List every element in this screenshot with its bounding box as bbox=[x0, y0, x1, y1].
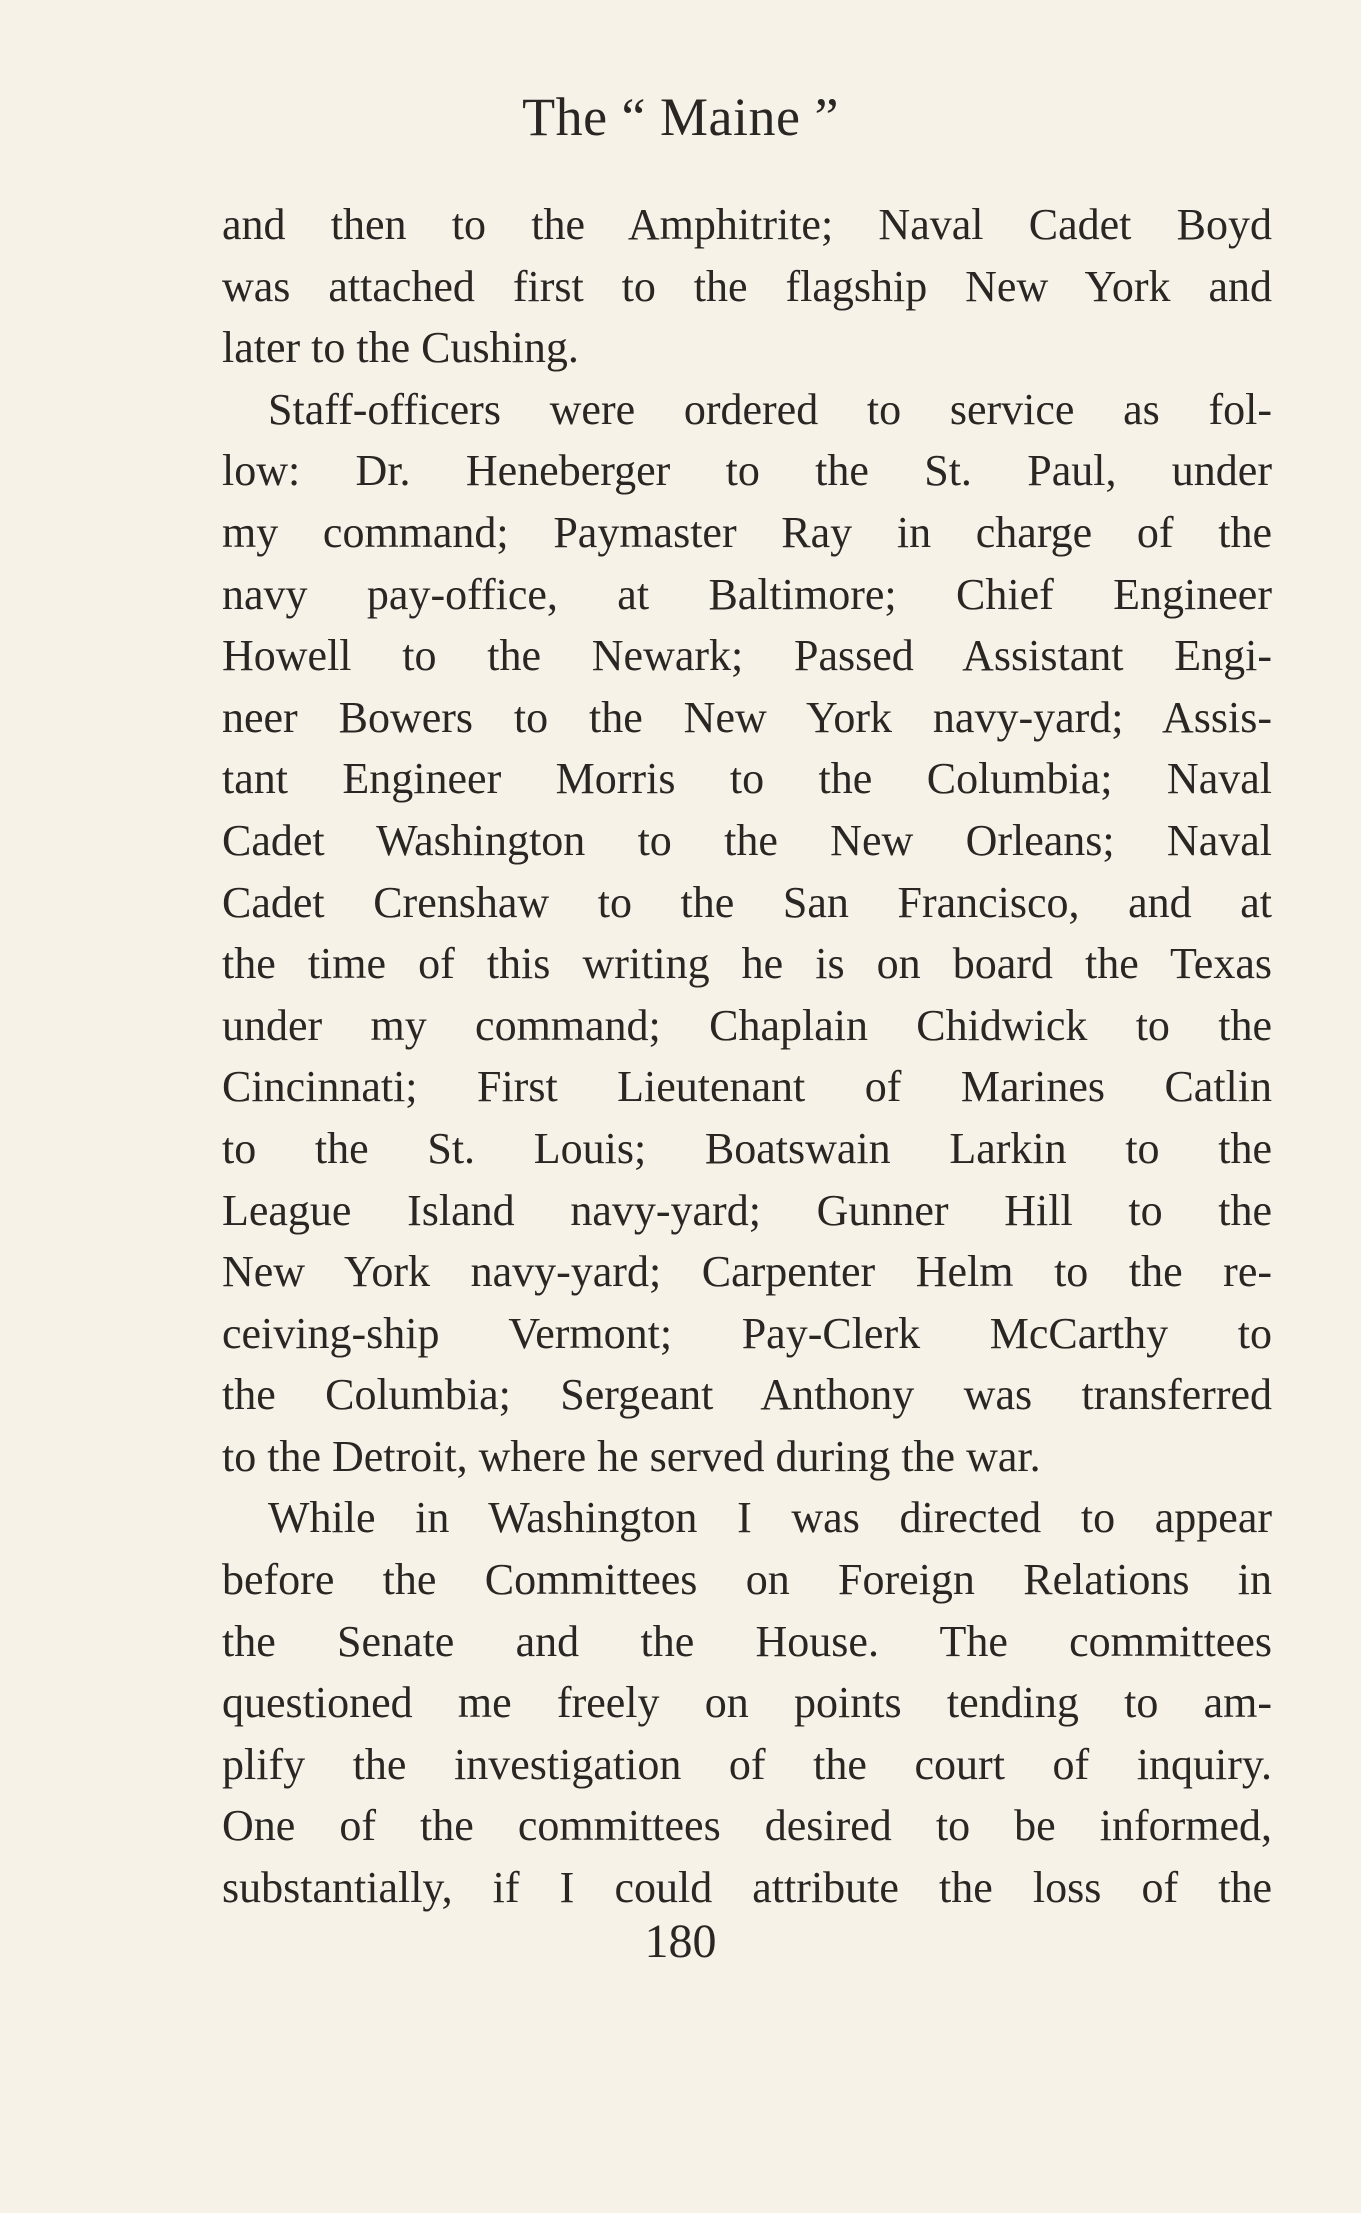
text-line: Cincinnati; First Lieutenant of Marines Catlin bbox=[222, 1062, 1272, 1112]
text-line: to the St. Louis; Boatswain Larkin to the bbox=[222, 1123, 1272, 1173]
text-line: tant Engineer Morris to the Columbia; Naval bbox=[222, 754, 1272, 804]
text-line: was attached first to the flagship New York and bbox=[222, 261, 1272, 311]
text-line: before the Committees on Foreign Relations in bbox=[222, 1555, 1272, 1605]
text-line: Cadet Crenshaw to the San Francisco, and at bbox=[222, 877, 1272, 927]
text-line: under my command; Chaplain Chidwick to the bbox=[222, 1000, 1272, 1050]
page-number: 180 bbox=[644, 1915, 717, 1968]
text-line: questioned me freely on points tending to am- bbox=[222, 1678, 1272, 1728]
running-head: The “ Maine ” bbox=[522, 87, 839, 147]
text-line: and then to the Amphitrite; Naval Cadet Boyd bbox=[222, 200, 1272, 249]
text-line: to the Detroit, where he served during the war. bbox=[222, 1431, 1041, 1481]
text-line: While in Washington I was directed to appear bbox=[268, 1493, 1272, 1543]
text-line: plify the investigation of the court of inquiry. bbox=[222, 1739, 1272, 1789]
text-line: League Island navy-yard; Gunner Hill to the bbox=[222, 1185, 1272, 1235]
text-line: the Columbia; Sergeant Anthony was transferred bbox=[222, 1370, 1272, 1420]
text-line: low: Dr. Heneberger to the St. Paul, under bbox=[222, 446, 1272, 496]
text-line: substantially, if I could attribute the loss of the bbox=[222, 1863, 1272, 1913]
body-text bbox=[222, 194, 1272, 1919]
text-line: One of the committees desired to be informed, bbox=[222, 1801, 1272, 1851]
text-line: navy pay-office, at Baltimore; Chief Engineer bbox=[222, 569, 1272, 619]
text-line: my command; Paymaster Ray in charge of the bbox=[222, 507, 1272, 557]
text-line: neer Bowers to the New York navy-yard; Assis- bbox=[222, 692, 1272, 742]
text-line: Staff-officers were ordered to service as fol- bbox=[268, 384, 1272, 434]
text-line: Cadet Washington to the New Orleans; Naval bbox=[222, 815, 1272, 865]
text-line: New York navy-yard; Carpenter Helm to the re- bbox=[222, 1247, 1272, 1297]
text-line: later to the Cushing. bbox=[222, 323, 579, 373]
text-line: ceiving-ship Vermont; Pay-Clerk McCarthy to bbox=[222, 1308, 1272, 1358]
text-line: the Senate and the House. The committees bbox=[222, 1616, 1272, 1666]
text-line: the time of this writing he is on board the Texas bbox=[222, 939, 1272, 989]
text-line: Howell to the Newark; Passed Assistant Engi- bbox=[222, 631, 1272, 681]
